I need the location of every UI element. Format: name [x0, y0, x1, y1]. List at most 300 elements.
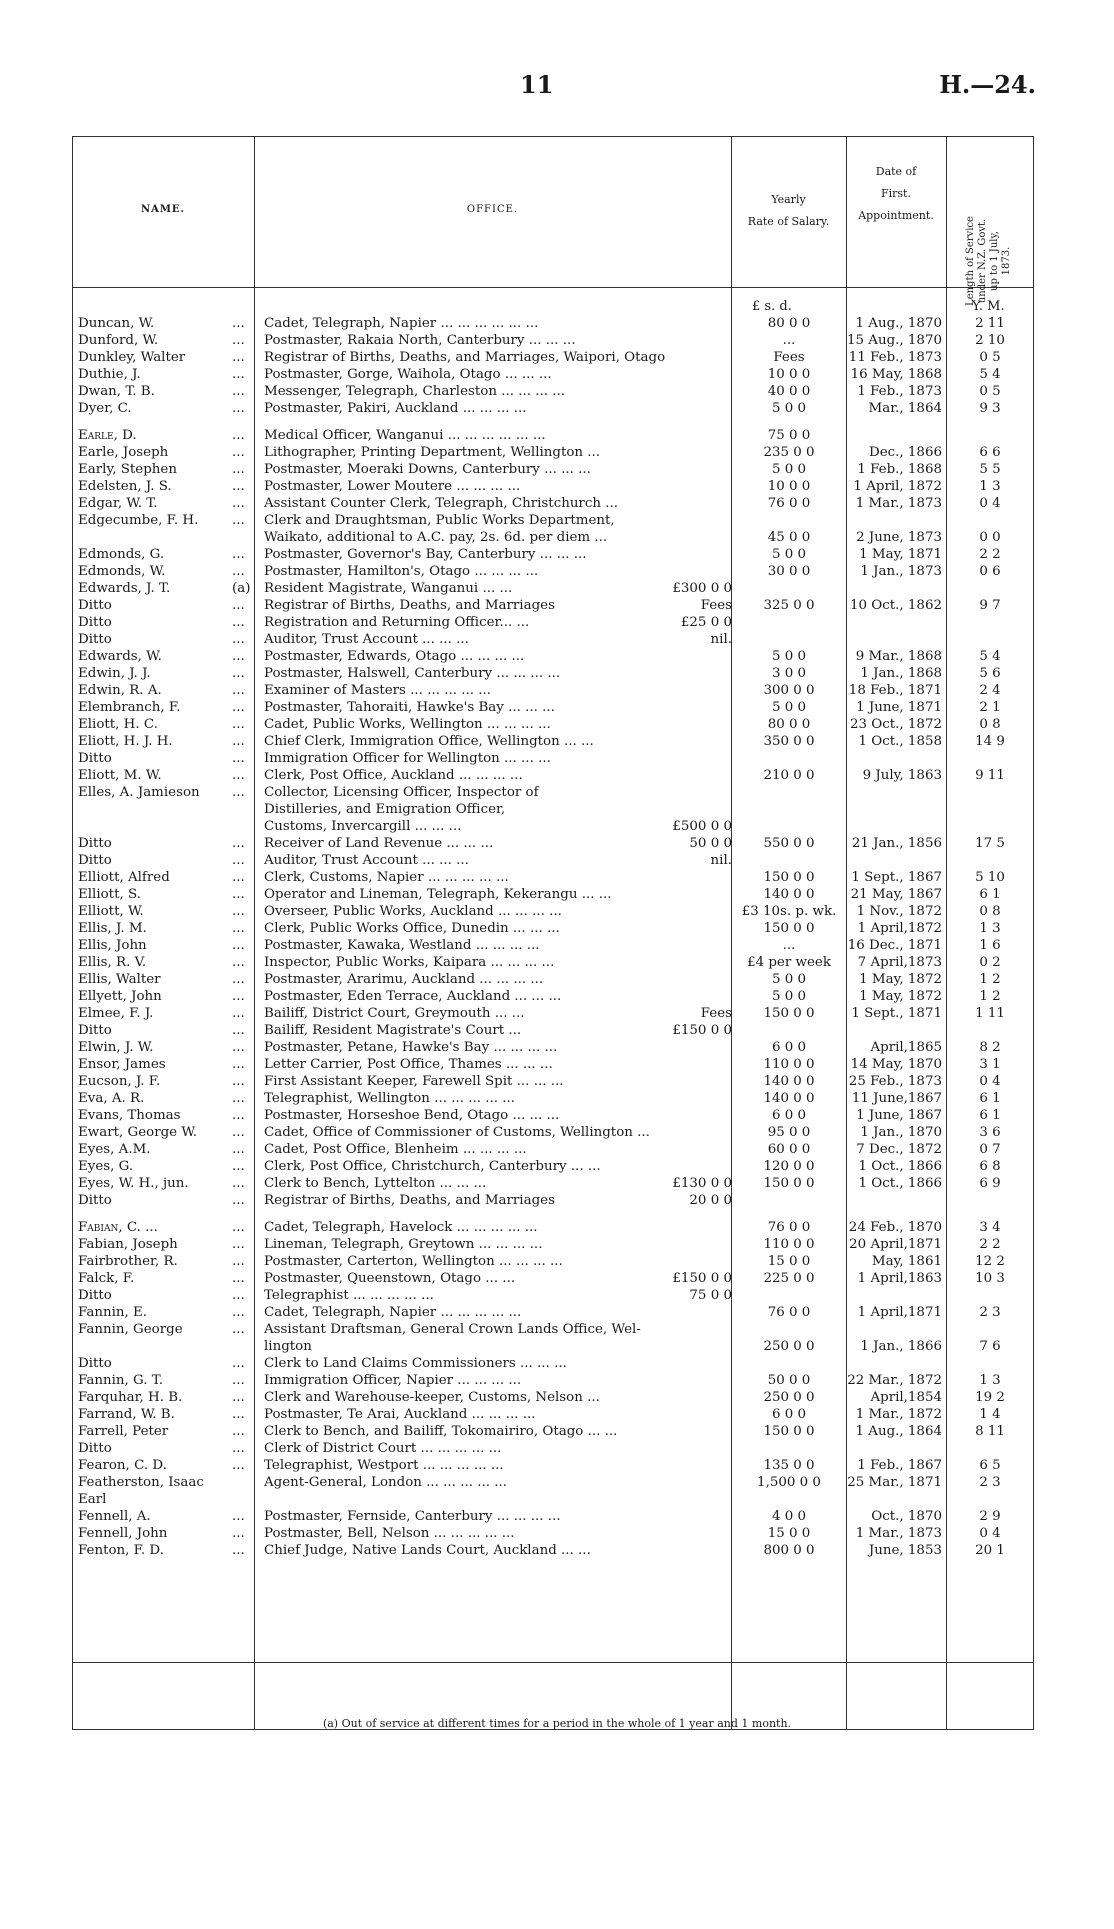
cell-office: Auditor, Trust Account ... ... ...: [264, 853, 469, 868]
cell-date: Oct., 1870: [871, 1509, 942, 1524]
cell-name: Eyes, A.M.: [78, 1142, 151, 1157]
cell-name: Elliott, W.: [78, 904, 144, 919]
cell-date: 25 Mar., 1871: [847, 1475, 942, 1490]
cell-salary: 5 0 0: [771, 547, 807, 562]
cell-dots: ...: [232, 1288, 245, 1303]
cell-salary: 250 0 0: [763, 1339, 815, 1354]
cell-len: 9 11: [975, 768, 1005, 783]
cell-date: 1 April, 1872: [853, 479, 942, 494]
table-row: [72, 1073, 1034, 1090]
cell-date: 1 Aug., 1864: [855, 1424, 942, 1439]
cell-date: 1 Jan., 1870: [860, 1125, 942, 1140]
cell-name: Fennell, John: [78, 1526, 168, 1541]
cell-dots: ...: [232, 1305, 245, 1320]
table-row: [72, 903, 1034, 920]
cell-salary: 6 0 0: [771, 1040, 807, 1055]
cell-office: Registrar of Births, Deaths, and Marriages: [264, 598, 555, 613]
cell-office: Postmaster, Pakiri, Auckland ... ... ... ...: [264, 401, 527, 416]
cell-name: Ditto: [78, 1193, 112, 1208]
cell-dots: ...: [232, 955, 245, 970]
cell-name: Eva, A. R.: [78, 1091, 145, 1106]
table-row: [72, 784, 1034, 801]
cell-salary: 120 0 0: [763, 1159, 815, 1174]
cell-dots: ...: [232, 989, 245, 1004]
table-row: [72, 971, 1034, 988]
cell-office: Immigration Officer for Wellington ... ... ...: [264, 751, 551, 766]
cell-name: Fairbrother, R.: [78, 1254, 178, 1269]
table-row: [72, 1542, 1034, 1559]
cell-salary: 40 0 0: [767, 384, 811, 399]
cell-len: 0 8: [979, 717, 1001, 732]
cell-name: Fearon, C. D.: [78, 1458, 167, 1473]
cell-name: Eliott, M. W.: [78, 768, 162, 783]
cell-len: 1 3: [979, 1373, 1001, 1388]
cell-name: Edwards, J. T.: [78, 581, 171, 596]
table-row: [72, 1423, 1034, 1440]
cell-dots: ...: [232, 836, 245, 851]
table-row: [72, 546, 1034, 563]
cell-dots: ...: [232, 1526, 245, 1541]
table-row: [72, 495, 1034, 512]
cell-date: 24 Feb., 1870: [848, 1220, 942, 1235]
header-name: NAME.: [140, 204, 186, 215]
table-row: [72, 444, 1034, 461]
table-row: [72, 597, 1034, 614]
cell-salary: 75 0 0: [767, 428, 811, 443]
cell-date: 1 Jan., 1866: [860, 1339, 942, 1354]
cell-name: Elmee, F. J.: [78, 1006, 154, 1021]
header-salary-line1: Yearly: [771, 193, 806, 206]
cell-date: 20 April,1871: [849, 1237, 942, 1252]
cell-office: lington: [264, 1339, 312, 1354]
cell-sub: 50 0 0: [689, 836, 732, 851]
cell-len: 2 4: [979, 683, 1001, 698]
cell-date: 2 June, 1873: [856, 530, 942, 545]
cell-office: Postmaster, Governor's Bay, Canterbury ... ... ...: [264, 547, 587, 562]
header-length: Length of Service under N.Z. Govt. up to 1 July, 1873.: [965, 216, 1012, 306]
cell-dots: ...: [232, 921, 245, 936]
cell-office: Postmaster, Petane, Hawke's Bay ... ... ... ...: [264, 1040, 558, 1055]
cell-dots: ...: [232, 1125, 245, 1140]
cell-len: 7 6: [979, 1339, 1001, 1354]
cell-date: 1 Feb., 1868: [857, 462, 942, 477]
cell-salary: 150 0 0: [763, 1006, 815, 1021]
cell-len: 5 10: [975, 870, 1005, 885]
cell-dots: ...: [232, 1057, 245, 1072]
cell-dots: ...: [232, 1040, 245, 1055]
cell-name: Ditto: [78, 598, 112, 613]
cell-name: Elliott, Alfred: [78, 870, 170, 885]
cell-len: 0 7: [979, 1142, 1001, 1157]
table-row: [72, 1304, 1034, 1321]
cell-sub: £130 0 0: [672, 1176, 732, 1191]
cell-date: June, 1853: [868, 1543, 942, 1558]
cell-date: Dec., 1866: [868, 445, 942, 460]
cell-date: 1 Sept., 1867: [851, 870, 942, 885]
table-row: [72, 954, 1034, 971]
cell-len: 2 3: [979, 1305, 1001, 1320]
cell-len: 5 5: [979, 462, 1001, 477]
table-row: [72, 1090, 1034, 1107]
cell-office: Chief Judge, Native Lands Court, Auckland ... ...: [264, 1543, 591, 1558]
cell-office: Assistant Counter Clerk, Telegraph, Christchurch ...: [264, 496, 618, 511]
table-row: [72, 1355, 1034, 1372]
cell-name: Elles, A. Jamieson: [78, 785, 200, 800]
cell-len: 2 3: [979, 1475, 1001, 1490]
cell-sub: £150 0 0: [672, 1023, 732, 1038]
cell-name: Duncan, W.: [78, 316, 155, 331]
cell-name: Ditto: [78, 1441, 112, 1456]
cell-dots: ...: [232, 1142, 245, 1157]
cell-date: 16 May, 1868: [850, 367, 942, 382]
cell-salary: 1,500 0 0: [757, 1475, 821, 1490]
cell-salary: 135 0 0: [763, 1458, 815, 1473]
table-row: [72, 1525, 1034, 1542]
table-row: [72, 1338, 1034, 1355]
table-row: [72, 1219, 1034, 1236]
cell-office: Agent-General, London ... ... ... ... ...: [264, 1475, 508, 1490]
cell-name: Fannin, E.: [78, 1305, 148, 1320]
cell-salary: 6 0 0: [771, 1407, 807, 1422]
cell-dots: ...: [232, 462, 245, 477]
cell-office: Postmaster, Carterton, Wellington ... ... ... ...: [264, 1254, 563, 1269]
cell-office: Postmaster, Tahoraiti, Hawke's Bay ... ... ...: [264, 700, 555, 715]
cell-office: Cadet, Telegraph, Napier ... ... ... ... ... ...: [264, 316, 539, 331]
cell-salary: 5 0 0: [771, 989, 807, 1004]
table-row: [72, 614, 1034, 631]
table-row: [72, 529, 1034, 546]
cell-date: 23 Oct., 1872: [849, 717, 942, 732]
table-row: [72, 665, 1034, 682]
cell-name: Edgecumbe, F. H.: [78, 513, 199, 528]
cell-salary: 140 0 0: [763, 1074, 815, 1089]
cell-name: Fabian, Joseph: [78, 1237, 178, 1252]
cell-date: April,1854: [870, 1390, 942, 1405]
cell-salary: 5 0 0: [771, 401, 807, 416]
cell-dots: ...: [232, 1543, 245, 1558]
cell-office: Clerk and Draughtsman, Public Works Department,: [264, 513, 615, 528]
cell-dots: ...: [232, 479, 245, 494]
cell-date: 1 Jan., 1868: [860, 666, 942, 681]
cell-office: Customs, Invercargill ... ... ...: [264, 819, 462, 834]
cell-name: Ditto: [78, 853, 112, 868]
cell-office: Messenger, Telegraph, Charleston ... ... ... ...: [264, 384, 566, 399]
table-body: [72, 315, 1034, 1559]
cell-sub: nil.: [710, 632, 732, 647]
header-date-line1: Date of: [875, 165, 917, 178]
header-salary-line2: Rate of Salary.: [747, 215, 830, 228]
cell-date: 11 Feb., 1873: [848, 350, 942, 365]
table-row: [72, 716, 1034, 733]
table-row: [72, 1508, 1034, 1525]
cell-dots: ...: [232, 700, 245, 715]
table-row: [72, 1287, 1034, 1304]
cell-dots: ...: [232, 853, 245, 868]
cell-name: Fannin, George: [78, 1322, 183, 1337]
cell-office: Clerk and Warehouse-keeper, Customs, Nelson ...: [264, 1390, 600, 1405]
cell-dots: ...: [232, 1193, 245, 1208]
cell-salary: 76 0 0: [767, 1220, 811, 1235]
cell-dots: ...: [232, 1108, 245, 1123]
cell-name: Edwin, J. J.: [78, 666, 151, 681]
cell-office: Postmaster, Moeraki Downs, Canterbury ... ... ...: [264, 462, 591, 477]
cell-office: Postmaster, Edwards, Otago ... ... ... ...: [264, 649, 525, 664]
cell-sub: 20 0 0: [689, 1193, 732, 1208]
cell-date: 1 Mar., 1873: [855, 1526, 942, 1541]
cell-date: 9 Mar., 1868: [855, 649, 942, 664]
cell-dots: ...: [232, 972, 245, 987]
cell-date: 1 Mar., 1873: [855, 496, 942, 511]
cell-office: Telegraphist, Westport ... ... ... ... ...: [264, 1458, 504, 1473]
table-row: [72, 937, 1034, 954]
cell-dots: ...: [232, 1091, 245, 1106]
header-salary: [731, 189, 846, 233]
cell-dots: ...: [232, 547, 245, 562]
cell-len: 5 6: [979, 666, 1001, 681]
cell-dots: ...: [232, 1509, 245, 1524]
cell-len: 2 2: [979, 1237, 1001, 1252]
cell-dots: ...: [232, 649, 245, 664]
cell-date: 1 Feb., 1873: [857, 384, 942, 399]
table-row: [72, 332, 1034, 349]
cell-name: Ditto: [78, 632, 112, 647]
cell-len: 0 4: [979, 496, 1001, 511]
cell-len: 0 6: [979, 564, 1001, 579]
table-row: [72, 920, 1034, 937]
table-row: [72, 852, 1034, 869]
cell-office: Clerk to Bench, Lyttelton ... ... ...: [264, 1176, 487, 1191]
cell-office: Postmaster, Fernside, Canterbury ... ... ... ...: [264, 1509, 561, 1524]
table-row: [72, 315, 1034, 332]
cell-name: Eliott, H. C.: [78, 717, 158, 732]
table-row: [72, 580, 1034, 597]
cell-office: Postmaster, Kawaka, Westland ... ... ... ...: [264, 938, 540, 953]
cell-office: Postmaster, Lower Moutere ... ... ... ...: [264, 479, 521, 494]
cell-len: 10 3: [975, 1271, 1005, 1286]
table-row: [72, 733, 1034, 750]
cell-len: 0 5: [979, 384, 1001, 399]
cell-dots: ...: [232, 717, 245, 732]
cell-date: 18 Feb., 1871: [848, 683, 942, 698]
cell-dots: ...: [232, 1390, 245, 1405]
cell-len: 12 2: [975, 1254, 1005, 1269]
cell-name: Elwin, J. W.: [78, 1040, 154, 1055]
cell-name: Farrell, Peter: [78, 1424, 169, 1439]
cell-dots: ...: [232, 887, 245, 902]
cell-salary: 3 0 0: [771, 666, 807, 681]
cell-date: 1 April,1872: [857, 921, 942, 936]
cell-name: Edelsten, J. S.: [78, 479, 172, 494]
table-row: [72, 1175, 1034, 1192]
cell-name: Earl: [78, 1492, 107, 1507]
cell-salary: 550 0 0: [763, 836, 815, 851]
cell-office: Cadet, Office of Commissioner of Customs, Wellington ...: [264, 1125, 650, 1140]
register-table: [72, 136, 1034, 1730]
table-row: [72, 835, 1034, 852]
cell-date: 9 July, 1863: [862, 768, 942, 783]
cell-salary: 150 0 0: [763, 870, 815, 885]
cell-office: Postmaster, Horseshoe Bend, Otago ... ... ...: [264, 1108, 560, 1123]
cell-date: 10 Oct., 1862: [849, 598, 942, 613]
cell-dots: ...: [232, 598, 245, 613]
cell-office: Assistant Draftsman, General Crown Lands Office, Wel-: [264, 1322, 641, 1337]
cell-date: 1 June, 1871: [856, 700, 942, 715]
cell-dots: ...: [232, 401, 245, 416]
cell-salary: 5 0 0: [771, 649, 807, 664]
cell-name: Duthie, J.: [78, 367, 141, 382]
cell-sub: £150 0 0: [672, 1271, 732, 1286]
cell-sub: nil.: [710, 853, 732, 868]
cell-dots: ...: [232, 1424, 245, 1439]
cell-salary: 150 0 0: [763, 1424, 815, 1439]
cell-len: 5 4: [979, 649, 1001, 664]
cell-office: Postmaster, Te Arai, Auckland ... ... ... ...: [264, 1407, 536, 1422]
cell-dots: ...: [232, 1159, 245, 1174]
table-row: [72, 1141, 1034, 1158]
cell-office: Cadet, Public Works, Wellington ... ... ... ...: [264, 717, 551, 732]
cell-dots: ...: [232, 870, 245, 885]
cell-salary: 250 0 0: [763, 1390, 815, 1405]
cell-office: Distilleries, and Emigration Officer,: [264, 802, 506, 817]
cell-office: Cadet, Telegraph, Napier ... ... ... ... ...: [264, 1305, 522, 1320]
cell-len: 0 8: [979, 904, 1001, 919]
page-number: 11: [520, 70, 554, 99]
cell-date: 7 Dec., 1872: [856, 1142, 942, 1157]
cell-salary: 30 0 0: [767, 564, 811, 579]
cell-salary: 76 0 0: [767, 496, 811, 511]
table-row: [72, 682, 1034, 699]
cell-salary: 5 0 0: [771, 972, 807, 987]
cell-salary: 45 0 0: [767, 530, 811, 545]
cell-salary: 60 0 0: [767, 1142, 811, 1157]
cell-len: 1 2: [979, 989, 1001, 1004]
cell-date: 1 Aug., 1870: [855, 316, 942, 331]
cell-date: 1 Jan., 1873: [860, 564, 942, 579]
cell-office: Immigration Officer, Napier ... ... ... ...: [264, 1373, 522, 1388]
cell-len: 1 4: [979, 1407, 1001, 1422]
cell-sub: 75 0 0: [689, 1288, 732, 1303]
table-row: [72, 1253, 1034, 1270]
cell-len: 9 3: [979, 401, 1001, 416]
footnote: (a) Out of service at different times for a period in the whole of 1 year and 1 month.: [322, 1717, 792, 1730]
cell-date: 1 Mar., 1872: [855, 1407, 942, 1422]
cell-name: Ewart, George W.: [78, 1125, 198, 1140]
cell-name: Ditto: [78, 1023, 112, 1038]
cell-name: Ditto: [78, 751, 112, 766]
section-gap: [72, 417, 1034, 427]
table-row: [72, 349, 1034, 366]
cell-date: Mar., 1864: [868, 401, 942, 416]
header-date: [846, 161, 946, 227]
table-row: [72, 1124, 1034, 1141]
cell-dots: ...: [232, 1458, 245, 1473]
cell-salary: 140 0 0: [763, 887, 815, 902]
cell-salary: 800 0 0: [763, 1543, 815, 1558]
table-row: [72, 1158, 1034, 1175]
cell-name: Ditto: [78, 1356, 112, 1371]
cell-office: First Assistant Keeper, Farewell Spit ... ... ...: [264, 1074, 564, 1089]
cell-dots: ...: [232, 785, 245, 800]
cell-office: Clerk to Bench, and Bailiff, Tokomairiro, Otago ... ...: [264, 1424, 618, 1439]
header-office: OFFICE.: [466, 204, 519, 215]
cell-office: Clerk, Post Office, Auckland ... ... ... ...: [264, 768, 523, 783]
cell-salary: 10 0 0: [767, 479, 811, 494]
header-date-line2: First.: [881, 187, 911, 200]
cell-office: Medical Officer, Wanganui ... ... ... ... ... ...: [264, 428, 546, 443]
cell-dots: ...: [232, 683, 245, 698]
table-row: [72, 1270, 1034, 1287]
cell-name: Ellis, R. V.: [78, 955, 147, 970]
cell-salary: 76 0 0: [767, 1305, 811, 1320]
cell-dots: ...: [232, 367, 245, 382]
cell-name: Evans, Thomas: [78, 1108, 181, 1123]
cell-dots: ...: [232, 1074, 245, 1089]
cell-name: Farrand, W. B.: [78, 1407, 175, 1422]
table-row: [72, 631, 1034, 648]
cell-date: 25 Feb., 1873: [848, 1074, 942, 1089]
table-row: [72, 801, 1034, 818]
cell-date: April,1865: [870, 1040, 942, 1055]
cell-len: 3 6: [979, 1125, 1001, 1140]
cell-date: 1 May, 1872: [859, 989, 942, 1004]
cell-date: 1 April,1871: [857, 1305, 942, 1320]
cell-salary: 225 0 0: [763, 1271, 815, 1286]
cell-dots: ...: [232, 1271, 245, 1286]
cell-name: Edmonds, G.: [78, 547, 165, 562]
cell-dots: ...: [232, 751, 245, 766]
table-row: [72, 1005, 1034, 1022]
cell-name: Ditto: [78, 836, 112, 851]
cell-office: Postmaster, Gorge, Waihola, Otago ... ... ...: [264, 367, 552, 382]
table-row: [72, 1372, 1034, 1389]
table-row: [72, 366, 1034, 383]
cell-date: 1 April,1863: [857, 1271, 942, 1286]
table-row: [72, 400, 1034, 417]
cell-office: Postmaster, Eden Terrace, Auckland ... ... ...: [264, 989, 562, 1004]
cell-name: Eucson, J. F.: [78, 1074, 161, 1089]
cell-office: Postmaster, Queenstown, Otago ... ...: [264, 1271, 516, 1286]
cell-office: Clerk, Customs, Napier ... ... ... ... ...: [264, 870, 509, 885]
header-date-line3: Appointment.: [858, 209, 934, 222]
cell-len: 0 4: [979, 1074, 1001, 1089]
cell-name: Ensor, James: [78, 1057, 166, 1072]
cell-name: Fennell, A.: [78, 1509, 151, 1524]
table-row: [72, 869, 1034, 886]
cell-office: Overseer, Public Works, Auckland ... ... ... ...: [264, 904, 562, 919]
cell-len: 0 5: [979, 350, 1001, 365]
table-row: [72, 1457, 1034, 1474]
cell-office: Letter Carrier, Post Office, Thames ... ... ...: [264, 1057, 553, 1072]
cell-name: Falck, F.: [78, 1271, 135, 1286]
cell-date: 1 Oct., 1866: [858, 1159, 942, 1174]
cell-date: 1 Oct., 1858: [858, 734, 942, 749]
cell-len: 20 1: [975, 1543, 1005, 1558]
cell-len: 19 2: [975, 1390, 1005, 1405]
cell-name: Dunford, W.: [78, 333, 159, 348]
cell-date: 11 June,1867: [851, 1091, 942, 1106]
cell-office: Receiver of Land Revenue ... ... ...: [264, 836, 494, 851]
cell-office: Clerk to Land Claims Commissioners ... ... ...: [264, 1356, 567, 1371]
cell-salary: 15 0 0: [767, 1254, 811, 1269]
cell-dots: ...: [232, 1407, 245, 1422]
cell-salary: 110 0 0: [763, 1237, 815, 1252]
table-row: [72, 988, 1034, 1005]
cell-salary: 150 0 0: [763, 1176, 815, 1191]
cell-office: Inspector, Public Works, Kaipara ... ... ... ...: [264, 955, 555, 970]
cell-name: Eliott, H. J. H.: [78, 734, 173, 749]
cell-name: Ellis, Walter: [78, 972, 161, 987]
cell-len: 6 9: [979, 1176, 1001, 1191]
